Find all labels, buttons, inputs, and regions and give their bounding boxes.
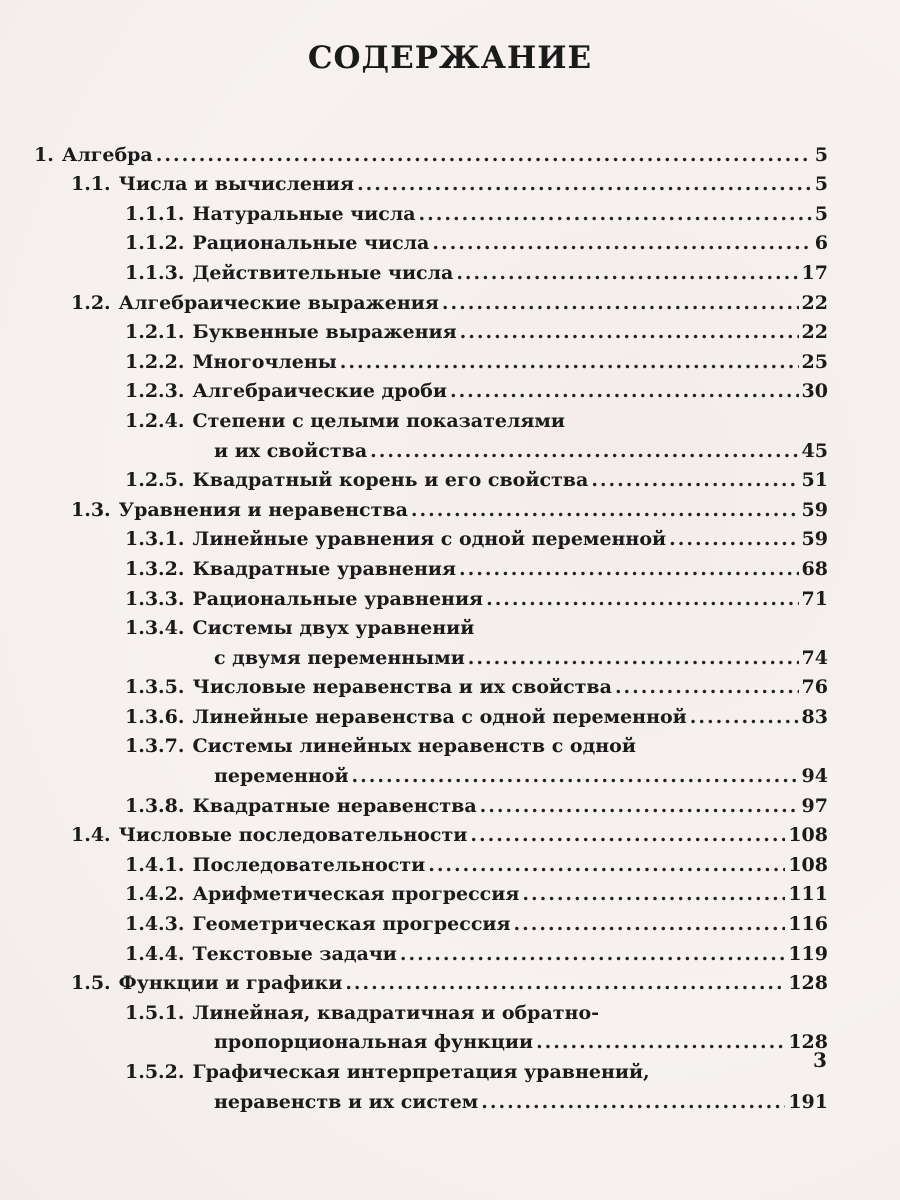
toc-entry-page: 94 [801,765,828,788]
toc-entry [34,226,828,256]
toc-entry [34,729,828,759]
toc-entry-number: 1.3.2. [125,557,185,580]
toc-entry-label: Системы линейных неравенств с одной [192,735,636,758]
toc-entry-number: 1.3.4. [125,617,185,640]
dot-leader [591,468,798,492]
toc-entry-number: 1.4.1. [125,853,185,876]
toc-entry-label: Действительные числа [192,261,454,284]
toc-entry-number: 1.1. [71,173,111,196]
toc-entry-label: Линейные уравнения с одной переменной [192,528,667,551]
page-title: СОДЕРЖАНИЕ [307,40,593,76]
toc-entry-continuation [34,1084,828,1114]
toc-entry-number: 1.3.1. [125,528,185,551]
toc-entry-page: 128 [788,1031,828,1054]
toc-entry-page: 5 [814,202,828,225]
toc-entry-page: 97 [801,794,828,817]
dot-leader [370,439,798,463]
toc-entry-continuation [34,433,828,463]
toc-entry-page: 83 [801,705,828,728]
dot-leader [442,291,799,315]
toc-entry-number: 1.5.1. [125,1001,185,1024]
toc-entry-page: 59 [801,528,828,551]
toc-entry-continuation [34,1025,828,1055]
toc-entry-label-continued: пропорциональная функции [214,1031,534,1054]
toc-entry-label: Алгебраические дроби [192,380,447,403]
toc-entry [34,137,828,167]
toc-entry-number: 1.3.3. [125,587,185,610]
table-of-contents [34,137,828,1114]
dot-leader [615,675,799,699]
toc-entry-page: 25 [801,350,828,373]
toc-entry-label: Геометрическая прогрессия [192,913,511,936]
dot-leader [156,143,812,167]
toc-entry-label: Линейная, квадратичная и обратно- [192,1001,600,1024]
toc-entry [34,995,828,1025]
toc-entry [34,936,828,966]
toc-entry [34,611,828,641]
toc-entry-label: Последовательности [192,853,426,876]
toc-entry-label: Текстовые задачи [192,942,397,965]
toc-entry-label: Степени с целыми показателями [192,409,566,432]
toc-entry-label: Квадратные уравнения [192,557,456,580]
toc-entry-label: Функции и графики [118,972,343,995]
toc-entry-number: 1.2.5. [125,469,185,492]
toc-entry [34,315,828,345]
dot-leader [419,202,812,226]
toc-entry [34,818,828,848]
toc-entry [34,285,828,315]
toc-entry-page: 128 [788,972,828,995]
toc-entry-page: 111 [788,883,828,906]
dot-leader [411,498,799,522]
dot-leader [428,853,785,877]
toc-entry-continuation [34,640,828,670]
toc-entry-label: Уравнения и неравенства [118,498,408,521]
toc-entry-label: Арифметическая прогрессия [192,883,520,906]
toc-entry-page: 22 [801,321,828,344]
toc-entry [34,847,828,877]
dot-leader [522,882,785,906]
toc-entry-number: 1.1.1. [125,202,185,225]
dot-leader [450,379,799,403]
dot-leader [690,705,799,729]
toc-entry [34,581,828,611]
toc-entry-number: 1.2.1. [125,321,185,344]
toc-entry-page: 74 [801,646,828,669]
toc-entry-page: 119 [788,942,828,965]
toc-entry-page: 59 [801,498,828,521]
toc-entry-number: 1.3.7. [125,735,185,758]
toc-entry [34,374,828,404]
dot-leader [345,971,785,995]
toc-entry-number: 1.3. [71,498,111,521]
toc-entry-label-continued: неравенств и их систем [214,1090,479,1113]
toc-entry-number: 1.3.5. [125,676,185,699]
toc-entry-label: Многочлены [192,350,337,373]
toc-entry-page: 116 [788,913,828,936]
dot-leader [459,557,799,581]
toc-entry-label: Рациональные уравнения [192,587,484,610]
toc-entry-label: Графическая интерпретация уравнений, [192,1061,650,1083]
toc-entry-number: 1.4. [71,824,111,847]
toc-entry [34,877,828,907]
toc-entry-page: 45 [801,439,828,462]
toc-entry-number: 1.5.2. [125,1061,185,1083]
toc-entry-label: Алгебра [61,143,153,166]
toc-entry-page: 30 [801,380,828,403]
toc-entry-page: 108 [788,824,828,847]
page-number: 3 [813,1048,827,1072]
toc-entry [34,492,828,522]
toc-entry-number: 1.2.3. [125,380,185,403]
toc-entry-number: 1. [34,143,54,166]
toc-entry-label-continued: с двумя переменными [214,646,465,669]
toc-entry-page: 108 [788,853,828,876]
toc-entry-label: Числовые неравенства и их свойства [192,676,612,699]
dot-leader [340,350,799,374]
toc-entry-page: 6 [814,232,828,255]
toc-entry-label: Квадратный корень и его свойства [192,469,589,492]
toc-entry [34,255,828,285]
toc-entry-number: 1.3.8. [125,794,185,817]
toc-entry-label: Числа и вычисления [118,173,355,196]
toc-entry-label-continued: переменной [214,765,349,788]
dot-leader [432,231,811,255]
toc-entry-page: 76 [801,676,828,699]
toc-entry-page: 191 [788,1090,828,1113]
dot-leader [456,261,798,285]
dot-leader [481,1090,785,1114]
toc-entry [34,966,828,996]
toc-entry-page: 5 [814,143,828,166]
toc-entry-number: 1.4.4. [125,942,185,965]
toc-entry [34,403,828,433]
toc-entry-label: Квадратные неравенства [192,794,477,817]
toc-entry [34,699,828,729]
dot-leader [460,320,799,344]
toc-entry-page: 17 [801,261,828,284]
dot-leader [468,646,799,670]
toc-entry-page: 68 [801,557,828,580]
toc-entry-label: Алгебраические выражения [118,291,439,314]
toc-entry [34,788,828,818]
toc-entry-number: 1.3.6. [125,705,185,728]
toc-entry-page: 51 [801,469,828,492]
toc-entry-label: Натуральные числа [192,202,416,225]
toc-entry-page: 5 [814,173,828,196]
toc-entry-number: 1.4.3. [125,913,185,936]
toc-entry-number: 1.2. [71,291,111,314]
toc-entry-continuation [34,758,828,788]
toc-entry-label: Числовые последовательности [118,824,468,847]
toc-entry-number: 1.2.2. [125,350,185,373]
toc-entry [34,344,828,374]
toc-entry-label: Рациональные числа [192,232,430,255]
dot-leader [514,912,786,936]
toc-entry-label-continued: и их свойства [214,439,368,462]
toc-entry [34,1054,828,1084]
toc-entry [34,522,828,552]
dot-leader [357,172,812,196]
dot-leader [480,794,799,818]
toc-entry-number: 1.1.2. [125,232,185,255]
dot-leader [400,942,785,966]
toc-entry-label: Линейные неравенства с одной переменной [192,705,687,728]
toc-entry [34,196,828,226]
toc-entry-page: 22 [801,291,828,314]
dot-leader [470,823,785,847]
toc-entry-number: 1.4.2. [125,883,185,906]
toc-entry [34,167,828,197]
toc-entry-number: 1.2.4. [125,409,185,432]
dot-leader [486,587,798,611]
toc-entry-label: Буквенные выражения [192,321,457,344]
toc-entry-page: 71 [801,587,828,610]
toc-entry-label: Системы двух уравнений [192,617,475,640]
toc-entry-number: 1.1.3. [125,261,185,284]
toc-entry [34,906,828,936]
toc-entry [34,551,828,581]
toc-entry [34,670,828,700]
toc-entry [34,463,828,493]
toc-entry-number: 1.5. [71,972,111,995]
dot-leader [536,1030,785,1054]
dot-leader [352,764,799,788]
dot-leader [669,527,798,551]
